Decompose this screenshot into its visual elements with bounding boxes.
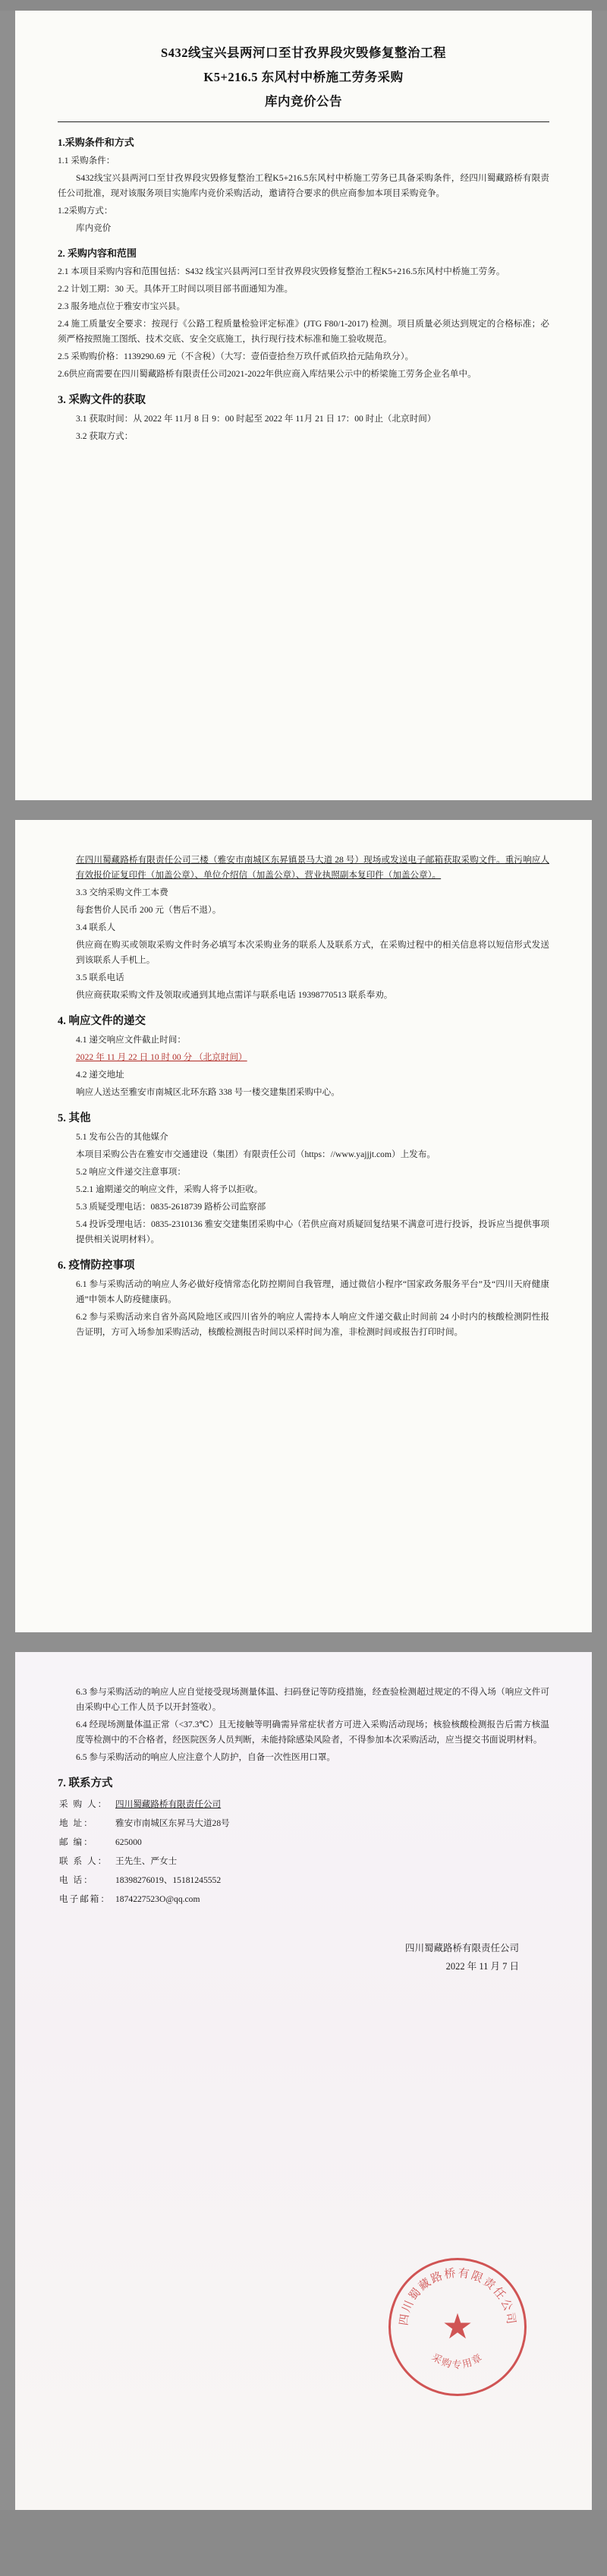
- star-icon: ★: [442, 2307, 473, 2346]
- contact-label-2: 邮 编：: [59, 1837, 94, 1847]
- section-5-3: 5.3 质疑受理电话：0835-2618739 路桥公司监察部: [76, 1202, 266, 1212]
- section-5-2-1: 5.2.1 逾期递交的响应文件，采购人将予以拒收。: [76, 1184, 263, 1194]
- section-7-heading: 7. 联系方式: [58, 1777, 113, 1789]
- section-2-3: 2.3 服务地点位于雅安市宝兴县。: [58, 301, 186, 311]
- section-3-4: 3.4 联系人: [76, 922, 116, 932]
- table-row: [58, 1871, 549, 1890]
- contact-value-2: 625000: [115, 1837, 142, 1847]
- company-seal: [388, 2258, 527, 2396]
- svg-text:采购专用章: [430, 2351, 486, 2370]
- seal-top-text: 四川蜀藏路桥有限责任公司: [398, 2267, 517, 2327]
- section-1-1-text: S432线宝兴县两河口至甘孜界段灾毁修复整治工程K5+216.5东风村中桥施工劳务已具备采购条件，经四川蜀藏路桥有限责任公司批准，现对该服务项目实施库内竞价采购活动，邀请符合要求的供应商参加本项目采购竞争。: [58, 173, 549, 198]
- signature-block: [58, 1939, 549, 1975]
- signature-date: 2022 年 11 月 7 日: [445, 1961, 519, 1972]
- section-2-5: 2.5 采购购价格：1139290.69 元（不含税）（大写：壹佰壹拾叁万玖仟贰佰玖拾元陆角玖分）。: [58, 352, 414, 361]
- section-3-4-1: 供应商在购买或领取采购文件时务必填写本次采购业务的联系人及联系方式，在采购过程中的相关信息将以短信形式发送到该联系人手机上。: [76, 940, 549, 965]
- section-2-1: 2.1 本项目采购内容和范围包括：S432 线宝兴县两河口至甘孜界段灾毁修复整治工程K5+216.5东风村中桥施工劳务。: [58, 266, 505, 276]
- section-5-2: 5.2 响应文件递交注意事项：: [76, 1167, 186, 1177]
- section-1-2-text: 库内竞价: [76, 223, 112, 233]
- table-row: [58, 1852, 549, 1871]
- section-4-heading: 4. 响应文件的递交: [58, 1015, 146, 1027]
- section-6-5: 6.5 参与采购活动的响应人应注意个人防护，自备一次性医用口罩。: [76, 1752, 336, 1762]
- title-line-3: 库内竞价公告: [265, 94, 342, 109]
- table-row: [58, 1833, 549, 1852]
- section-6-heading: 6. 疫情防控事项: [58, 1260, 135, 1272]
- contact-label-5: 电子邮箱：: [59, 1894, 111, 1904]
- section-5-1-1: 本项目采购公告在雅安市交通建设（集团）有限责任公司（https：//www.yajjjt.com）上发布。: [76, 1149, 436, 1159]
- table-row: [58, 1814, 549, 1833]
- contact-label-4: 电 话：: [59, 1875, 94, 1885]
- section-3-2-1: 在四川蜀藏路桥有限责任公司三楼（雅安市南城区东昇镇景马大道 28 号）现场或发送电子邮箱获取采购文件。重污响应人有效报价证复印件（加盖公章）、单位介绍信（加盖公章）、营业执照副本复印件（加盖公章）。: [76, 855, 549, 880]
- section-3-5: 3.5 联系电话: [76, 973, 124, 982]
- section-5-heading: 5. 其他: [58, 1112, 91, 1124]
- section-3-3-1: 每套售价人民币 200 元（售后不退）。: [76, 905, 222, 915]
- section-5-4: 5.4 投诉受理电话：0835-2310136 雅安交建集团采购中心（若供应商对质疑回复结果不满意可进行投诉，投诉应当提供事项提供相关说明材料）。: [76, 1219, 549, 1244]
- title-line-2: K5+216.5 东风村中桥施工劳务采购: [203, 70, 404, 84]
- section-3-5-1: 供应商获取采购文件及领取或通到其地点需详与联系电话 19398770513 联系奉劝。: [76, 990, 393, 1000]
- section-2-heading: 2. 采购内容和范围: [58, 248, 137, 259]
- section-2-2: 2.2 计划工期：30 天。具体开工时间以项目部书面通知为准。: [58, 284, 294, 294]
- section-6-2: 6.2 参与采购活动来自省外高风险地区或四川省外的响应人需持本人响应文件递交截止时间前 24 小时内的核酸检测阴性报告证明，方可入场参加采购活动，核酸检测报告时间以采样时间为准，非检测时间或报告打印时间。: [76, 1312, 549, 1337]
- contact-value-0: 四川蜀藏路桥有限责任公司: [115, 1799, 222, 1809]
- section-1-1-label: 1.1 采购条件：: [58, 156, 115, 166]
- section-2-4: 2.4 施工质量安全要求：按现行《公路工程质量检验评定标准》(JTG F80/1-2017) 检测。项目质量必须达到规定的合格标准；必须严格按照施工图纸、技术交底、安全交底施工，执行现行技术标准和施工验收规范。: [58, 319, 549, 344]
- page-title: [58, 41, 549, 114]
- section-6-3: 6.3 参与采购活动的响应人应自觉接受现场测量体温、扫码登记等防疫措施，经查验检测超过规定的不得入场（响应文件可由采购中心工作人员予以开封签收）。: [76, 1687, 549, 1712]
- section-4-2: 4.2 递交地址: [76, 1070, 124, 1080]
- seal-arc-text: [391, 2260, 524, 2394]
- section-5-1: 5.1 发布公告的其他媒介: [76, 1132, 168, 1142]
- section-1-heading: 1.采购条件和方式: [58, 137, 134, 148]
- contact-label-3: 联 系 人：: [59, 1856, 109, 1866]
- document-sheet-1: [15, 11, 592, 800]
- contact-label-0: 采 购 人：: [59, 1799, 109, 1809]
- section-1-2-label: 1.2采购方式：: [58, 206, 113, 216]
- section-6-1: 6.1 参与采购活动的响应人务必做好疫情常态化防控期间自我管理，通过微信小程序“国家政务服务平台”及“四川天府健康通”申领本人防疫健康码。: [76, 1279, 549, 1304]
- document-sheet-2: [15, 820, 592, 1632]
- table-row: [58, 1795, 549, 1814]
- title-divider: [58, 121, 549, 122]
- contact-value-1: 雅安市南城区东昇马大道28号: [115, 1818, 230, 1828]
- contact-value-5: 1874227523O@qq.com: [115, 1894, 200, 1904]
- title-line-1: S432线宝兴县两河口至甘孜界段灾毁修复整治工程: [161, 46, 446, 60]
- section-4-1-1: 2022 年 11 月 22 日 10 时 00 分 （北京时间）: [76, 1052, 247, 1062]
- section-6-4: 6.4 经现场测量体温正常（<37.3℃）且无接触等明确需异常症状者方可进入采购活动现场；核验核酸检测报告后需方核温度等检测中的不合格者，经医院医务人员判断，未能持除感染风险者，不得参加本次采购活动，应当提交书面说明材料。: [76, 1720, 549, 1745]
- section-4-1: 4.1 递交响应文件截止时间：: [76, 1035, 186, 1045]
- seal-bottom-text: 采购专用章: [429, 2351, 486, 2370]
- contact-table: [58, 1795, 549, 1909]
- document-sheet-3: [15, 1652, 592, 2510]
- section-3-1: 3.1 获取时间：从 2022 年 11月 8 日 9：00 时起至 2022 年 11月 21 日 17：00 时止（北京时间）: [76, 414, 436, 424]
- section-3-2: 3.2 获取方式：: [76, 431, 134, 441]
- section-3-3: 3.3 交纳采购文件工本费: [76, 888, 168, 897]
- contact-value-4: 18398276019、15181245552: [115, 1875, 222, 1885]
- contact-label-1: 地 址：: [59, 1818, 94, 1828]
- section-4-2-1: 响应人送达至雅安市南城区北环东路 338 号一楼交建集团采购中心。: [76, 1087, 340, 1097]
- table-row: [58, 1890, 549, 1909]
- contact-value-3: 王先生、严女士: [115, 1856, 178, 1866]
- document-page: [0, 11, 607, 2510]
- section-2-6: 2.6供应商需要在四川蜀藏路桥有限责任公司2021-2022年供应商入库结果公示中的桥梁施工劳务企业名单中。: [58, 369, 476, 379]
- signature-company: 四川蜀藏路桥有限责任公司: [404, 1943, 519, 1953]
- section-3-heading: 3. 采购文件的获取: [58, 394, 146, 406]
- svg-text:四川蜀藏路桥有限责任公司: [398, 2266, 518, 2327]
